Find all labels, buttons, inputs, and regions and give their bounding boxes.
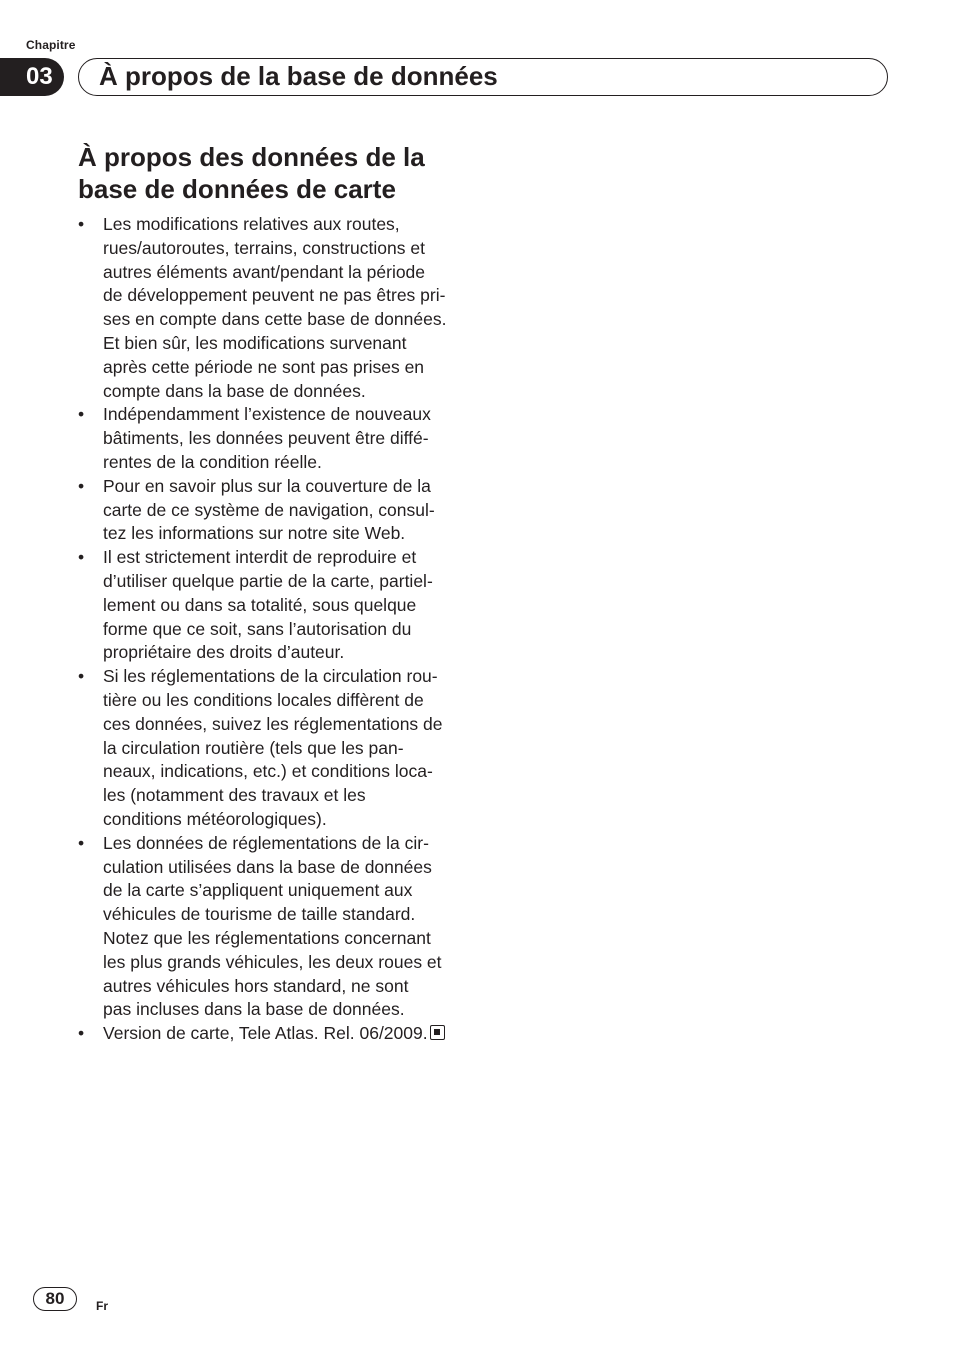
list-item-line: de la carte s’appliquent uniquement aux [103,880,413,901]
bullet-icon: • [78,832,85,853]
list-item-line: la circulation routière (tels que les pan- [103,737,404,758]
list-item [78,213,468,403]
list-item-line: Si les réglementations de la circulation rou- [103,666,438,687]
list-item-line: ses en compte dans cette base de données. [103,309,447,330]
list-item-line: Et bien sûr, les modifications survenant [103,332,407,353]
list-item-line: rues/autoroutes, terrains, constructions et [103,237,425,258]
list-item-line: carte de ce système de navigation, consul- [103,499,435,520]
list-item-line: rentes de la condition réelle. [103,451,322,472]
list-item-line: Il est strictement interdit de reproduire et [103,547,417,568]
list-item-line: les plus grands véhicules, les deux roues et [103,951,442,972]
list-item-line: Les données de réglementations de la cir- [103,832,429,853]
list-item-line: Version de carte, Tele Atlas. Rel. 06/2009. [103,1023,428,1044]
list-item-line: lement ou dans sa totalité, sous quelque [103,594,417,615]
list-item [78,403,468,474]
list-item-line: propriétaire des droits d’auteur. [103,642,345,663]
bullet-icon: • [78,547,85,568]
bullet-icon: • [78,214,85,234]
list-item [78,546,468,665]
section-heading-line: À propos des données de la [78,142,425,172]
list-item-line: forme que ce soit, sans l’autorisation du [103,618,412,639]
bullet-icon: • [78,404,85,425]
list-item-line: culation utilisées dans la base de données [103,856,432,877]
bullet-icon: • [78,666,85,687]
section-heading-line: base de données de carte [78,174,396,204]
bullet-icon: • [78,1023,85,1044]
list-item-line: de développement peuvent ne pas êtres pri- [103,285,446,306]
list-item-line: après cette période ne sont pas prises en [103,356,425,377]
list-item-line: ces données, suivez les réglementations de [103,713,443,734]
list-item-line: d’utiliser quelque partie de la carte, partiel- [103,570,433,591]
list-item [78,1022,468,1046]
chapter-label: Chapitre [26,38,76,52]
list-item-line: les (notamment des travaux et les [103,785,366,806]
list-item-line: pas incluses dans la base de données. [103,999,405,1020]
list-item-line: compte dans la base de données. [103,380,366,401]
bullet-list [78,213,468,1046]
list-item [78,832,468,1022]
list-item-line: tez les informations sur notre site Web. [103,523,406,544]
list-item-line: autres éléments avant/pendant la période [103,261,426,282]
chapter-title: À propos de la base de données [99,61,498,91]
list-item [78,475,468,546]
list-item-line: tière ou les conditions locales diffèrent de [103,689,424,710]
list-item-line: Pour en savoir plus sur la couverture de la [103,475,431,496]
list-item [78,665,468,832]
page-number: 80 [33,1287,77,1311]
list-item-line: conditions météorologiques). [103,808,327,829]
list-item-line: Notez que les réglementations concernant [103,927,431,948]
chapter-title-box [78,58,888,96]
list-item-line: véhicules de tourisme de taille standard. [103,904,416,925]
list-item-line: bâtiments, les données peuvent être diffé- [103,428,429,449]
section-heading [78,141,478,205]
list-item-line: Indépendamment l’existence de nouveaux [103,404,431,425]
chapter-number-badge: 03 [0,58,64,96]
list-item-line: autres véhicules hors standard, ne sont [103,975,409,996]
list-item-line: Les modifications relatives aux routes, [103,214,400,234]
end-of-section-icon [430,1025,445,1040]
bullet-icon: • [78,475,85,496]
list-item-line: neaux, indications, etc.) et conditions loca- [103,761,433,782]
language-label: Fr [96,1299,108,1313]
